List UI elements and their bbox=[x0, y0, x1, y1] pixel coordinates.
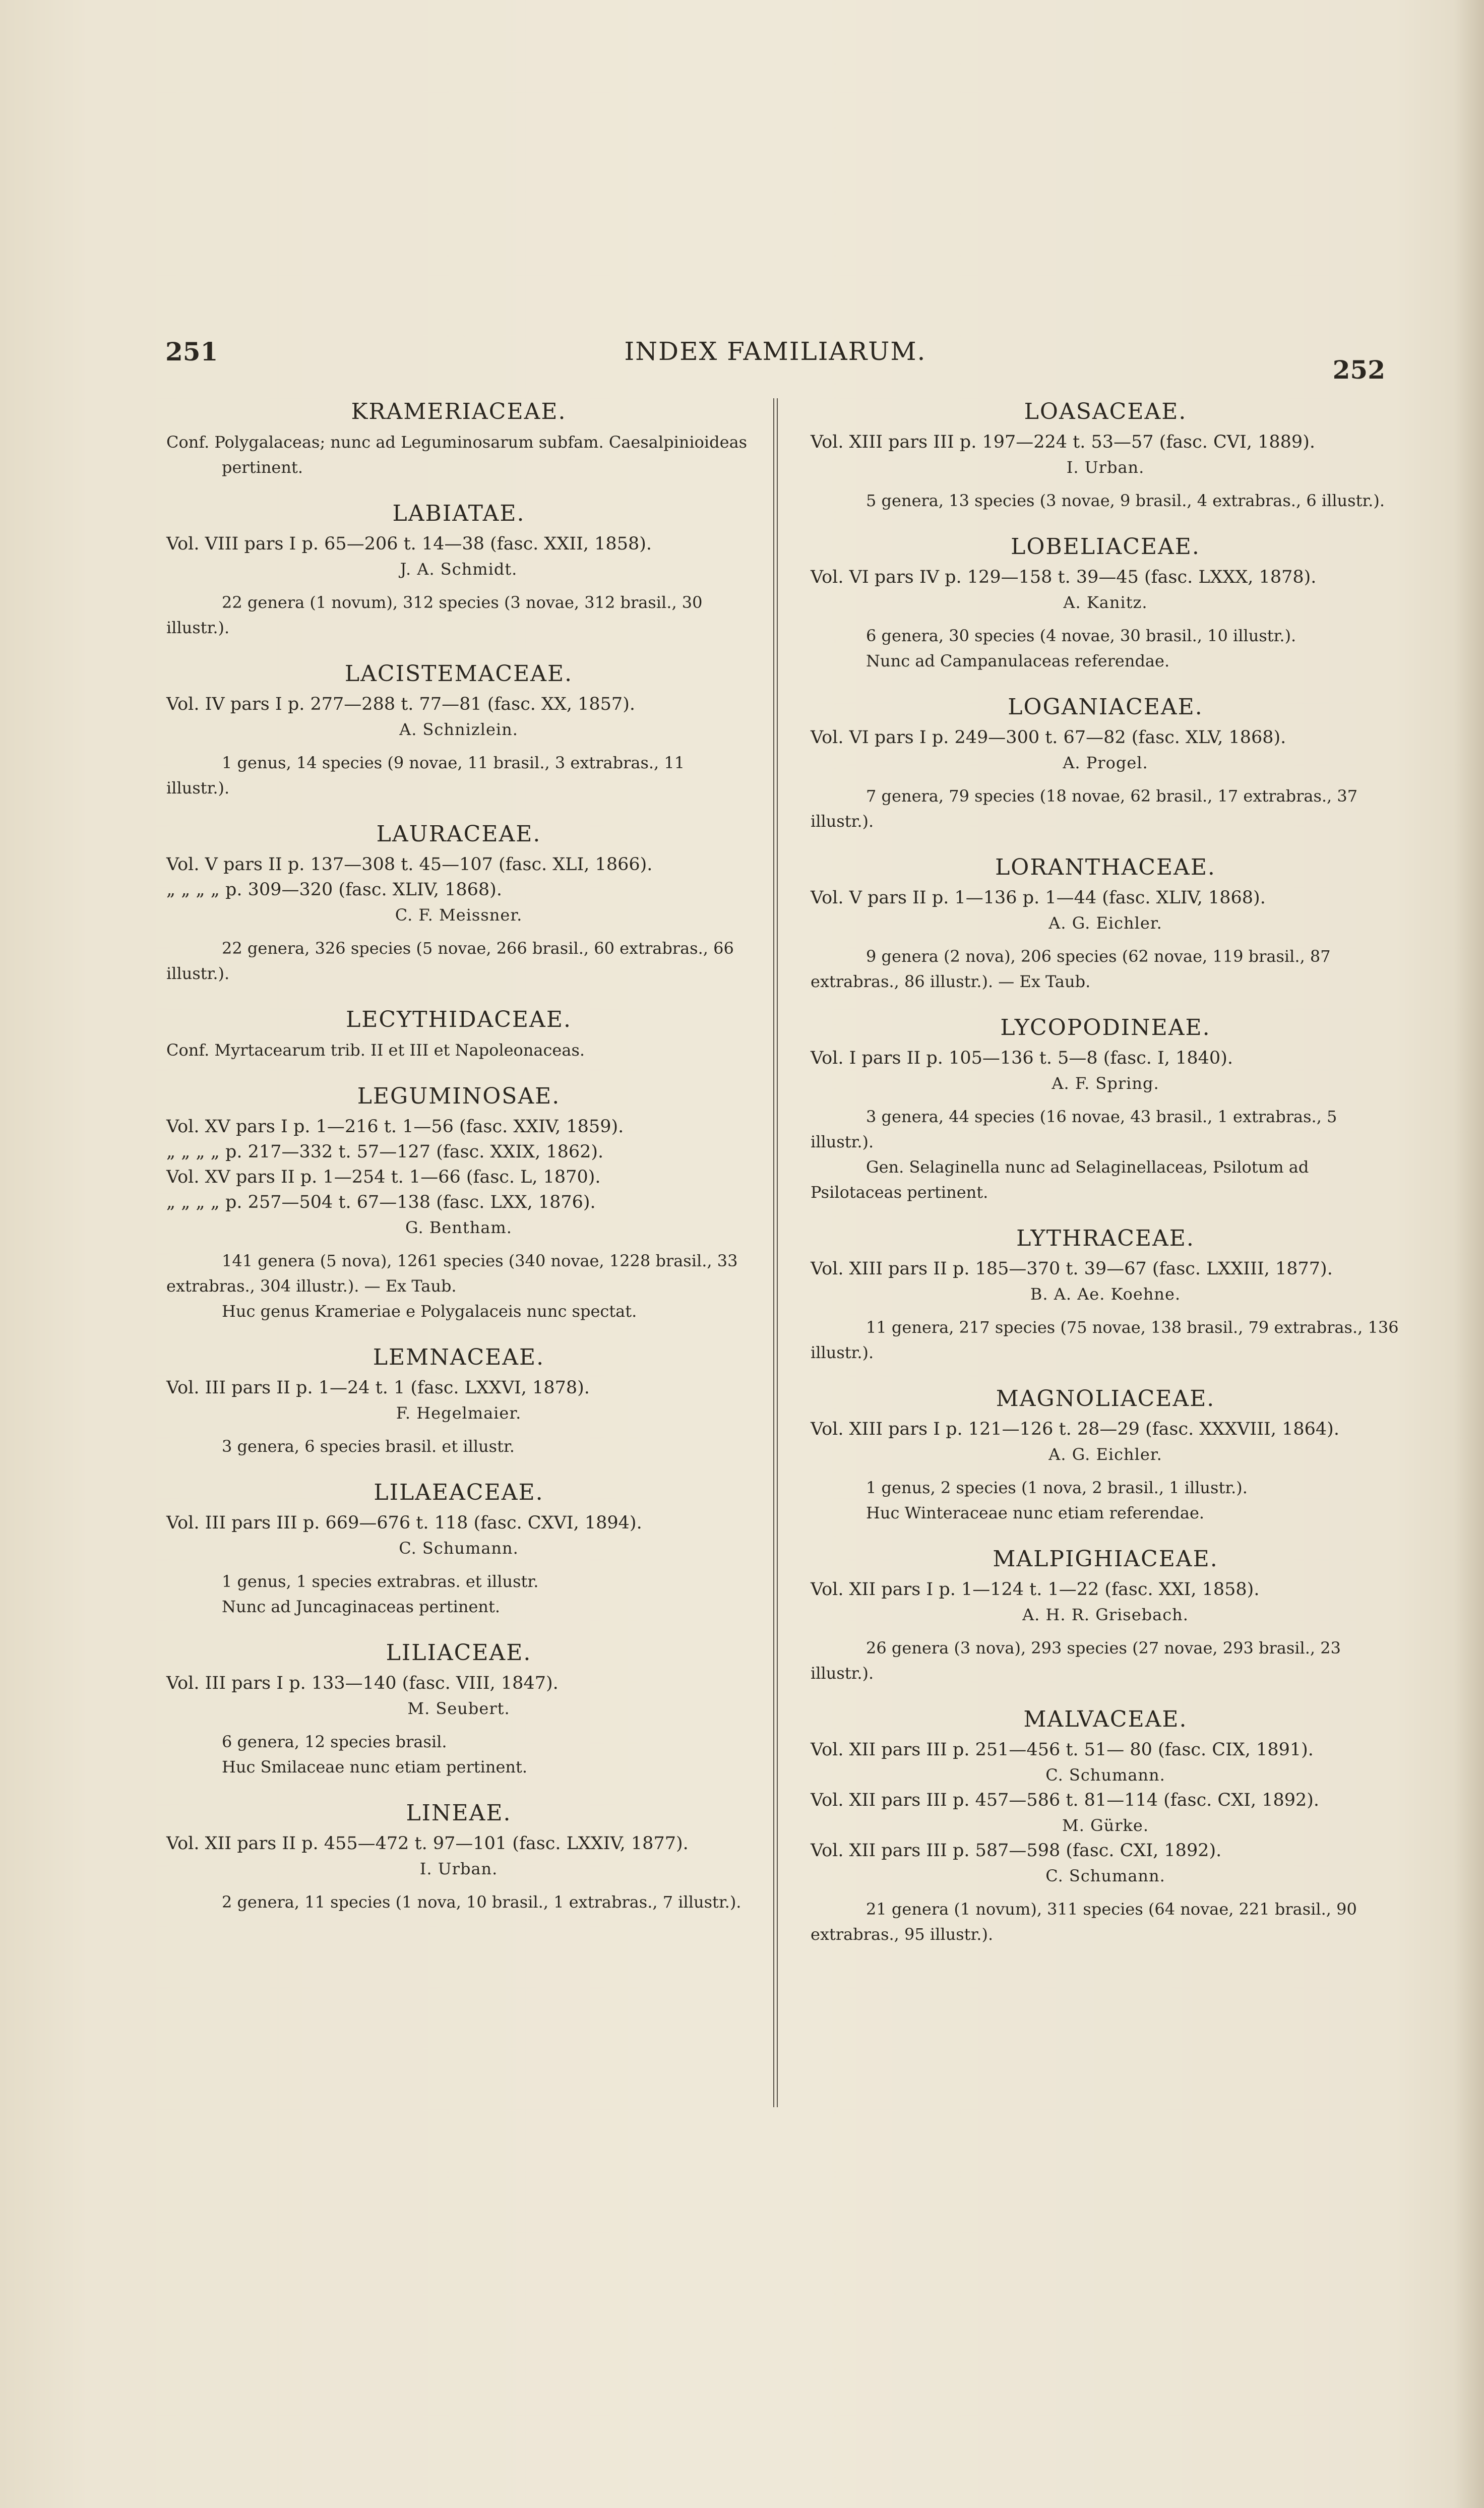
species-statistics: 6 genera, 30 species (4 novae, 30 brasil., 10 illustr.). bbox=[866, 626, 1296, 645]
author-name: C. Schumann. bbox=[399, 1539, 519, 1558]
running-head bbox=[165, 337, 1385, 385]
species-statistics: 1 genus, 2 species (1 nova, 2 brasil., 1 illustr.). bbox=[866, 1478, 1248, 1497]
volume-reference: „ „ „ „ p. 257—504 t. 67—138 (fasc. LXX, 1876). bbox=[166, 1192, 596, 1212]
species-statistics: 2 genera, 11 species (1 nova, 10 brasil., 1 extrabras., 7 illustr.). bbox=[222, 1892, 741, 1912]
family-name: LAURACEAE. bbox=[376, 821, 541, 847]
family-entry bbox=[811, 1381, 1400, 1525]
volume-reference: Vol. III pars I p. 133—140 (fasc. VIII, 1847). bbox=[166, 1673, 559, 1693]
volume-reference: Vol. XII pars III p. 457—586 t. 81—114 (fasc. CXI, 1892). bbox=[811, 1790, 1320, 1810]
family-name: MAGNOLIACEAE. bbox=[996, 1386, 1215, 1412]
family-entry bbox=[811, 850, 1400, 994]
family-name: LILAEACEAE. bbox=[374, 1480, 544, 1505]
family-entry bbox=[166, 1796, 751, 1915]
family-name: LEGUMINOSAE. bbox=[357, 1083, 561, 1109]
family-name: MALVACEAE. bbox=[1023, 1706, 1188, 1732]
volume-reference: Vol. XIII pars I p. 121—126 t. 28—29 (fasc. XXXVIII, 1864). bbox=[811, 1419, 1339, 1439]
volume-reference: Vol. XII pars II p. 455—472 t. 97—101 (fasc. LXXIV, 1877). bbox=[166, 1833, 689, 1854]
author-name: A. Progel. bbox=[1063, 753, 1148, 772]
volume-reference: Vol. XIII pars III p. 197—224 t. 53—57 (fasc. CVI, 1889). bbox=[811, 432, 1315, 452]
page-number-left: 251 bbox=[165, 337, 218, 366]
family-entry bbox=[811, 529, 1400, 674]
species-statistics: 26 genera (3 nova), 293 species (27 novae, 293 brasil., 23 illustr.). bbox=[811, 1638, 1341, 1683]
species-statistics: 1 genus, 1 species extrabras. et illustr. bbox=[222, 1572, 539, 1591]
family-name: LORANTHACEAE. bbox=[995, 854, 1216, 880]
species-statistics: 5 genera, 13 species (3 novae, 9 brasil., 4 extrabras., 6 illustr.). bbox=[866, 491, 1385, 510]
column-divider bbox=[773, 398, 778, 2107]
family-entry bbox=[166, 656, 751, 801]
species-statistics: 22 genera, 326 species (5 novae, 266 brasil., 60 extrabras., 66 illustr.). bbox=[166, 939, 734, 983]
family-name: LOASACEAE. bbox=[1024, 399, 1187, 424]
author-name: A. F. Spring. bbox=[1052, 1074, 1159, 1093]
family-entry bbox=[811, 394, 1400, 513]
family-name: LOBELIACEAE. bbox=[1011, 534, 1200, 560]
volume-reference: Vol. XII pars III p. 251—456 t. 51— 80 (fasc. CIX, 1891). bbox=[811, 1740, 1314, 1760]
volume-reference: Vol. XII pars III p. 587—598 (fasc. CXI, 1892). bbox=[811, 1841, 1222, 1861]
species-statistics: 141 genera (5 nova), 1261 species (340 novae, 1228 brasil., 33 extrabras., 304 illustr.). — Ex Taub. bbox=[166, 1251, 738, 1296]
author-name: M. Seubert. bbox=[407, 1699, 510, 1718]
species-statistics: 3 genera, 44 species (16 novae, 43 brasil., 1 extrabras., 5 illustr.). bbox=[811, 1107, 1337, 1151]
species-statistics: 22 genera (1 novum), 312 species (3 novae, 312 brasil., 30 illustr.). bbox=[166, 593, 703, 637]
family-name: LYTHRACEAE. bbox=[1016, 1226, 1195, 1251]
author-name: C. Schumann. bbox=[1045, 1866, 1165, 1885]
species-statistics: 6 genera, 12 species brasil. bbox=[222, 1732, 447, 1751]
family-name: LINEAE. bbox=[406, 1800, 512, 1826]
family-entry bbox=[166, 1475, 751, 1619]
page-title: INDEX FAMILIARUM. bbox=[624, 337, 926, 366]
family-name: KRAMERIACEAE. bbox=[351, 399, 567, 424]
volume-reference: Vol. I pars II p. 105—136 t. 5—8 (fasc. I, 1840). bbox=[811, 1048, 1233, 1068]
volume-reference: Vol. IV pars I p. 277—288 t. 77—81 (fasc. XX, 1857). bbox=[166, 694, 635, 714]
family-entry bbox=[166, 1079, 751, 1324]
author-name: C. F. Meissner. bbox=[395, 905, 523, 925]
volume-reference: Vol. VIII pars I p. 65—206 t. 14—38 (fasc. XXII, 1858). bbox=[166, 534, 652, 554]
volume-reference: Vol. V pars II p. 1—136 p. 1—44 (fasc. XLIV, 1868). bbox=[811, 888, 1266, 908]
family-note: Huc Winteraceae nunc etiam referendae. bbox=[866, 1503, 1205, 1522]
family-entry bbox=[166, 817, 751, 986]
author-name: I. Urban. bbox=[1066, 458, 1145, 477]
author-name: A. H. R. Grisebach. bbox=[1022, 1605, 1189, 1624]
family-entry bbox=[166, 1340, 751, 1459]
family-entry bbox=[166, 1002, 751, 1063]
family-name: LILIACEAE. bbox=[386, 1640, 532, 1666]
volume-reference: „ „ „ „ p. 309—320 (fasc. XLIV, 1868). bbox=[166, 880, 502, 900]
family-note: Huc genus Krameriae e Polygalaceis nunc spectat. bbox=[222, 1302, 637, 1321]
volume-reference: „ „ „ „ p. 217—332 t. 57—127 (fasc. XXIX, 1862). bbox=[166, 1142, 604, 1162]
author-name: F. Hegelmaier. bbox=[396, 1403, 522, 1423]
species-statistics: 11 genera, 217 species (75 novae, 138 brasil., 79 extrabras., 136 illustr.). bbox=[811, 1318, 1399, 1362]
author-name: G. Bentham. bbox=[405, 1218, 512, 1237]
family-name: LABIATAE. bbox=[392, 501, 525, 526]
page-edge-shadow bbox=[1454, 0, 1484, 2508]
family-note: Huc Smilaceae nunc etiam pertinent. bbox=[222, 1757, 528, 1777]
family-note: Nunc ad Juncaginaceas pertinent. bbox=[222, 1597, 501, 1616]
family-name: LEMNACEAE. bbox=[373, 1344, 545, 1370]
author-name: A. Schnizlein. bbox=[399, 720, 518, 739]
family-entry bbox=[811, 1542, 1400, 1686]
family-name: LACISTEMACEAE. bbox=[344, 661, 573, 687]
family-entry bbox=[811, 1010, 1400, 1205]
right-column bbox=[811, 394, 1400, 1947]
family-note: Nunc ad Campanulaceas referendae. bbox=[866, 651, 1170, 670]
left-column bbox=[166, 394, 751, 1915]
family-entry bbox=[811, 1702, 1400, 1947]
author-name: J. A. Schmidt. bbox=[400, 560, 518, 579]
author-name: A. Kanitz. bbox=[1063, 593, 1148, 612]
family-entry bbox=[811, 1221, 1400, 1365]
family-note: Conf. Myrtacearum trib. II et III et Napoleonaceas. bbox=[166, 1041, 585, 1060]
family-note: Conf. Polygalaceas; nunc ad Leguminosarum subfam. Caesalpinioideas bbox=[166, 433, 748, 452]
species-statistics: 21 genera (1 novum), 311 species (64 novae, 221 brasil., 90 extrabras., 95 illustr.). bbox=[811, 1900, 1357, 1944]
author-name: I. Urban. bbox=[419, 1859, 498, 1878]
species-statistics: 3 genera, 6 species brasil. et illustr. bbox=[222, 1437, 515, 1456]
author-name: M. Gürke. bbox=[1062, 1816, 1149, 1835]
family-entry bbox=[166, 496, 751, 640]
author-name: A. G. Eichler. bbox=[1048, 913, 1162, 933]
volume-reference: Vol. XII pars I p. 1—124 t. 1—22 (fasc. XXI, 1858). bbox=[811, 1579, 1260, 1600]
family-note: Gen. Selaginella nunc ad Selaginellaceas, Psilotum ad Psilotaceas pertinent. bbox=[811, 1157, 1309, 1202]
volume-reference: Vol. III pars II p. 1—24 t. 1 (fasc. LXXVI, 1878). bbox=[166, 1378, 590, 1398]
volume-reference: Vol. VI pars I p. 249—300 t. 67—82 (fasc. XLV, 1868). bbox=[811, 727, 1286, 748]
family-note: pertinent. bbox=[222, 458, 303, 477]
family-name: MALPIGHIACEAE. bbox=[993, 1546, 1218, 1572]
family-name: LECYTHIDACEAE. bbox=[346, 1007, 572, 1032]
volume-reference: Vol. XIII pars II p. 185—370 t. 39—67 (fasc. LXXIII, 1877). bbox=[811, 1259, 1333, 1279]
species-statistics: 1 genus, 14 species (9 novae, 11 brasil., 3 extrabras., 11 illustr.). bbox=[166, 753, 685, 798]
family-name: LYCOPODINEAE. bbox=[1000, 1015, 1211, 1041]
family-entry bbox=[166, 1635, 751, 1780]
family-entry bbox=[811, 690, 1400, 834]
author-name: A. G. Eichler. bbox=[1048, 1445, 1162, 1464]
volume-reference: Vol. III pars III p. 669—676 t. 118 (fasc. CXVI, 1894). bbox=[166, 1513, 642, 1533]
author-name: C. Schumann. bbox=[1045, 1765, 1165, 1785]
volume-reference: Vol. XV pars II p. 1—254 t. 1—66 (fasc. L, 1870). bbox=[166, 1167, 601, 1187]
family-entry bbox=[166, 394, 751, 480]
species-statistics: 7 genera, 79 species (18 novae, 62 brasil., 17 extrabras., 37 illustr.). bbox=[811, 786, 1358, 831]
species-statistics: 9 genera (2 nova), 206 species (62 novae, 119 brasil., 87 extrabras., 86 illustr.). — Ex Taub. bbox=[811, 947, 1331, 991]
volume-reference: Vol. VI pars IV p. 129—158 t. 39—45 (fasc. LXXX, 1878). bbox=[811, 567, 1317, 587]
author-name: B. A. Ae. Koehne. bbox=[1030, 1284, 1181, 1304]
page-number-right: 252 bbox=[1332, 355, 1385, 385]
family-name: LOGANIACEAE. bbox=[1008, 694, 1203, 720]
volume-reference: Vol. V pars II p. 137—308 t. 45—107 (fasc. XLI, 1866). bbox=[166, 854, 653, 875]
volume-reference: Vol. XV pars I p. 1—216 t. 1—56 (fasc. XXIV, 1859). bbox=[166, 1117, 624, 1137]
